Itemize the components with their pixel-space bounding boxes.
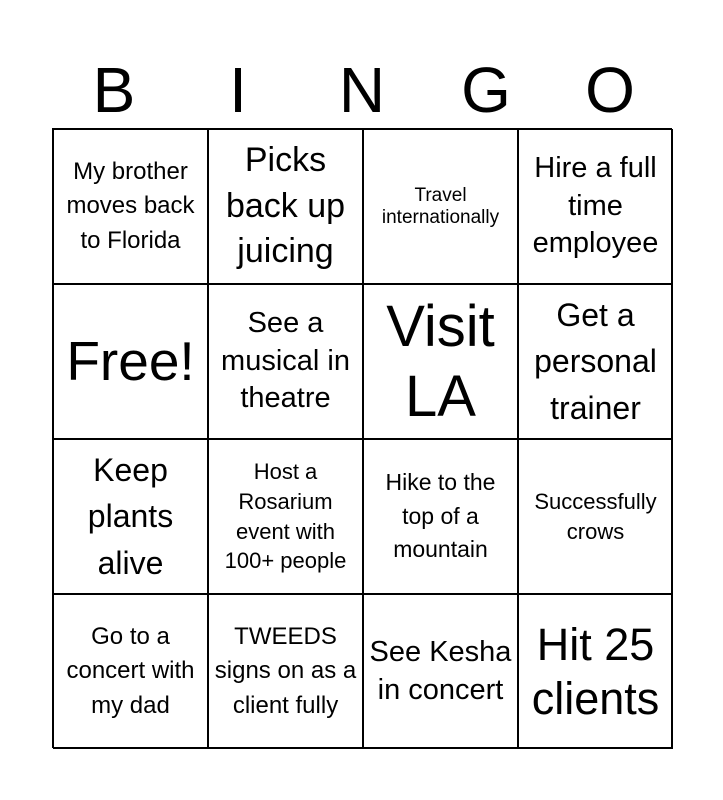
bingo-header	[52, 52, 672, 128]
bingo-cell[interactable]	[518, 284, 673, 439]
cell-text: Hire a full time employee	[532, 151, 659, 260]
cell-text: Successfully crows	[534, 488, 657, 544]
cell-text: Keep plants alive	[87, 451, 174, 581]
cell-text: See Kesha in concert	[369, 635, 512, 706]
bingo-cell[interactable]	[208, 439, 363, 594]
header-letter-b: B	[92, 54, 136, 126]
cell-text: Visit LA	[386, 293, 495, 429]
cell-text: Hike to the top of a mountain	[385, 469, 496, 563]
bingo-cell[interactable]	[518, 129, 673, 284]
free-space-text: Free!	[66, 329, 195, 392]
cell-text: Get a personal trainer	[534, 296, 657, 426]
bingo-cell[interactable]	[53, 439, 208, 594]
cell-text: See a musical in theatre	[221, 306, 350, 415]
bingo-cell-free[interactable]	[53, 284, 208, 439]
header-letter-i: I	[229, 54, 247, 126]
bingo-cell[interactable]	[363, 284, 518, 439]
bingo-cell[interactable]	[53, 594, 208, 749]
bingo-board	[52, 128, 672, 748]
cell-text: Go to a concert with my dad	[66, 623, 195, 719]
bingo-cell[interactable]	[518, 594, 673, 749]
cell-text: Picks back up juicing	[225, 140, 346, 271]
bingo-cell[interactable]	[208, 284, 363, 439]
bingo-cell[interactable]	[363, 594, 518, 749]
cell-text: Hit 25 clients	[531, 618, 660, 724]
bingo-cell[interactable]	[53, 129, 208, 284]
cell-text: Host a Rosarium event with 100+ people	[224, 458, 347, 574]
bingo-cell[interactable]	[363, 129, 518, 284]
cell-text: TWEEDS signs on as a client fully	[214, 623, 357, 719]
bingo-cell[interactable]	[518, 439, 673, 594]
bingo-cell[interactable]	[208, 594, 363, 749]
header-letter-o: O	[585, 54, 635, 126]
bingo-cell[interactable]	[208, 129, 363, 284]
header-letter-n: N	[338, 54, 386, 126]
cell-text: Travel internationally	[381, 184, 500, 228]
cell-text: My brother moves back to Florida	[66, 158, 195, 254]
header-letter-g: G	[461, 54, 511, 126]
bingo-cell[interactable]	[363, 439, 518, 594]
